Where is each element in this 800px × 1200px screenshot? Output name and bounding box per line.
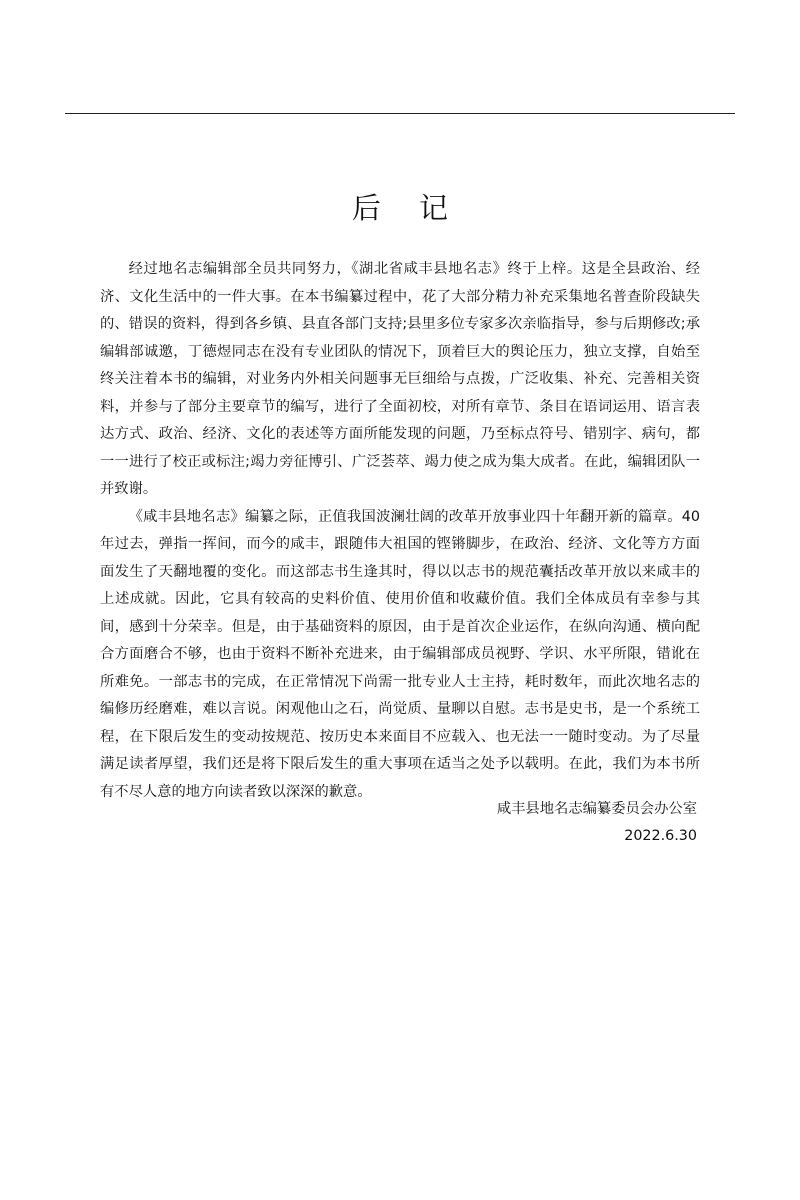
signature-date: 2022.6.30 bbox=[624, 828, 697, 844]
paragraph-2: 《咸丰县地名志》编纂之际，正值我国波澜壮阔的改革开放事业四十年翻开新的篇章。40年过去，弹指一挥间，而今的咸丰，跟随伟大祖国的铿锵脚步，在政治、经济、文化等方方面面发生了天翻地覆的变化。而这部志书生逢其时，得以以志书的规范囊括改革开放以来咸丰的上述成就。因此，它具有较高的史料价值、使用价值和收藏价值。我们全体成员有幸参与其间，感到十分荣幸。但是，由于基础资料的原因，由于是首次企业运作，在纵向沟通、横向配合方面磨合不够，也由于资料不断补充进来，由于编辑部成员视野、学识、水平所限，错讹在所难免。一部志书的完成，在正常情况下尚需一批专业人士主持，耗时数年，而此次地名志的编修历经磨难，难以言说。闲观他山之石，尚觉质、量聊以自慰。志书是史书，是一个系统工程，在下限后发生的变动按规范、按历史本来面目不应载入、也无法一一随时变动。为了尽量满足读者厚望，我们还是将下限后发生的重大事项在适当之处予以载明。在此，我们为本书所有不尽人意的地方向读者致以深深的歉意。 bbox=[100, 508, 700, 800]
body-text bbox=[100, 256, 700, 806]
signature-block bbox=[497, 796, 697, 850]
header-rule bbox=[65, 113, 735, 114]
page-title: 后记 bbox=[351, 191, 486, 225]
paragraph-1: 经过地名志编辑部全员共同努力，《湖北省咸丰县地名志》终于上梓。这是全县政治、经济、文化生活中的一件大事。在本书编纂过程中，花了大部分精力补充采集地名普查阶段缺失的、错误的资料，得到各乡镇、县直各部门支持;县里多位专家多次亲临指导，参与后期修改;承编辑部诚邀，丁德煜同志在没有专业团队的情况下，顶着巨大的舆论压力，独立支撑，自始至终关注着本书的编辑，对业务内外相关问题事无巨细给与点拨，广泛收集、补充、完善相关资料，并参与了部分主要章节的编写，进行了全面初校，对所有章节、条目在语词运用、语言表达方式、政治、经济、文化的表述等方面所能发现的问题，乃至标点符号、错别字、病句，都一一进行了校正或标注;竭力旁征博引、广泛荟萃、竭力使之成为集大成者。在此，编辑团队一并致谢。 bbox=[100, 261, 700, 497]
signature-organization: 咸丰县地名志编纂委员会办公室 bbox=[496, 801, 697, 817]
